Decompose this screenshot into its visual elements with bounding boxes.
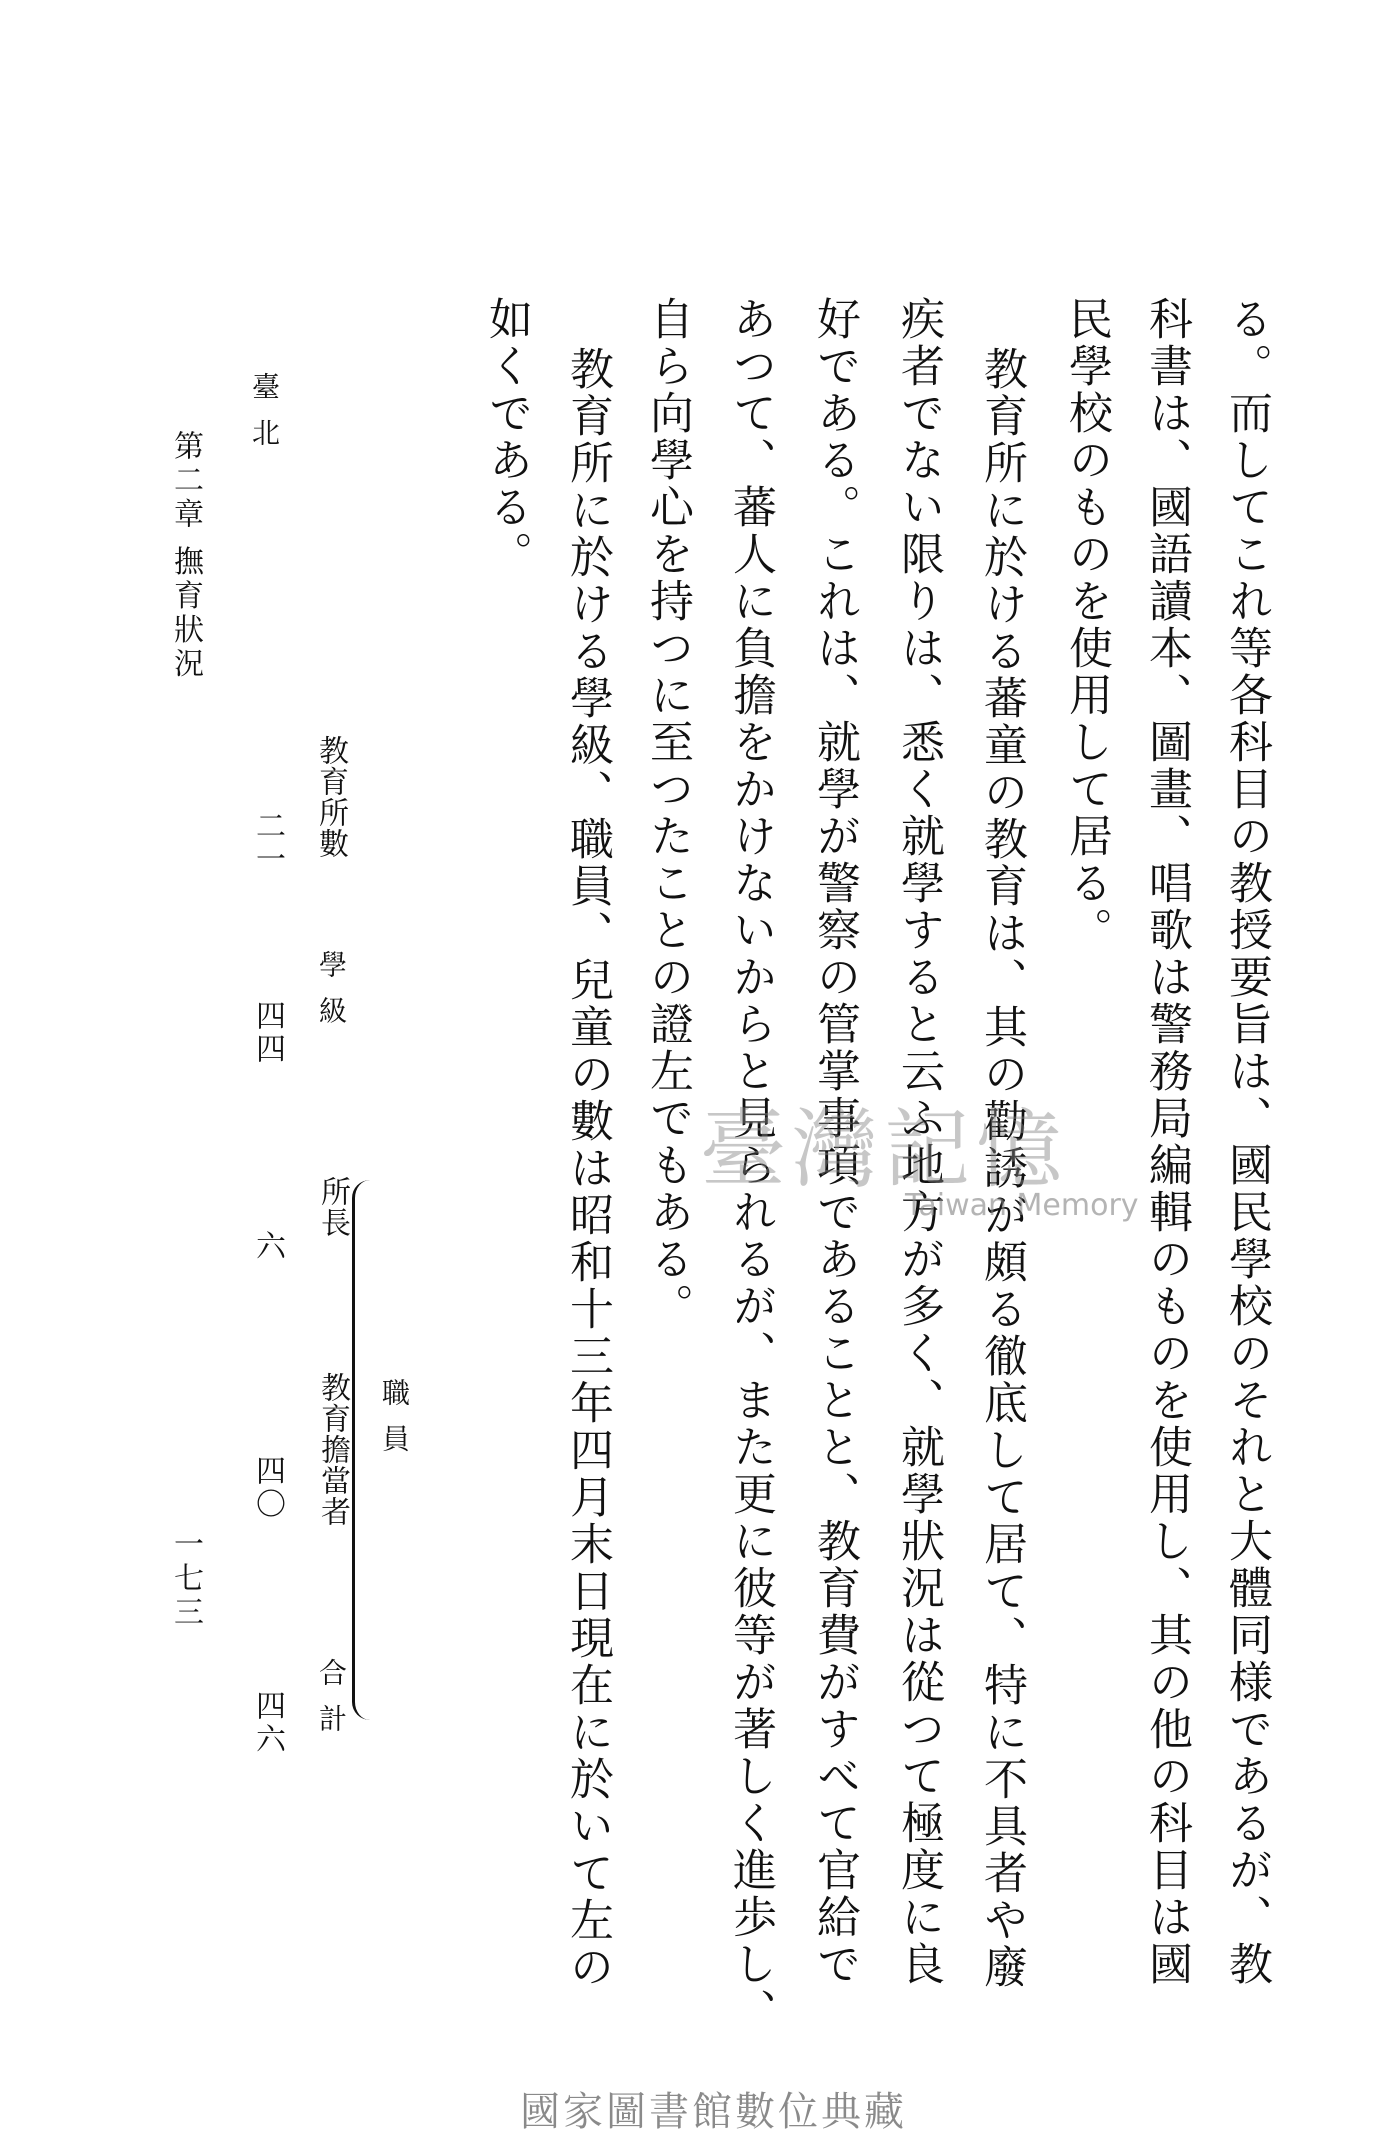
page-number: 一七三 (168, 1528, 203, 1630)
body-line-4: 教育所に於ける蕃童の教育は、其の勸誘が頗る徹底して居て、特に不具者や廢 (976, 346, 1027, 1991)
row-classes: 四四 (250, 1000, 285, 1066)
body-line-10: 如くである。 (481, 296, 532, 578)
body-line-5: 疾者でない限りは、悉く就學すると云ふ地方が多く、就學狀況は從つて極度に良 (893, 296, 944, 1988)
watermark-english: Taiwan Memory (905, 1188, 1139, 1223)
header-head: 所長 (315, 1176, 350, 1238)
header-schools: 教育所數 (313, 735, 348, 859)
body-line-1: る。而してこれ等各科目の教授要旨は、國民學校のそれと大體同様であるが、教 (1221, 296, 1272, 1988)
header-teachers: 教育擔當者 (315, 1372, 350, 1527)
body-line-9: 教育所に於ける學級、職員、兒童の數は昭和十三年四月末日現在に於いて左の (562, 346, 613, 1991)
header-classes: 學級 (315, 950, 348, 1042)
watermark-logo: 臺灣記憶 (700, 1100, 1068, 1200)
body-line-7: あつて、蕃人に負擔をかけないからと見られるが、また更に彼等が著しく進歩し、 (725, 296, 776, 2035)
header-staff-group: 職員 (378, 1378, 411, 1470)
row-head: 六 (250, 1230, 285, 1263)
chapter-title: 第二章 撫育狀況 (168, 430, 203, 682)
row-region: 臺北 (248, 372, 281, 464)
row-schools: 二一 (250, 810, 285, 876)
row-total: 四六 (250, 1690, 285, 1756)
body-line-2: 科書は、國語讀本、圖畫、唱歌は警務局編輯のものを使用し、其の他の科目は國 (1141, 296, 1192, 1988)
row-teachers: 四〇 (250, 1455, 285, 1521)
footer-archive-label: 國家圖書館數位典藏 (520, 2089, 907, 2135)
body-line-3: 民學校のものを使用して居る。 (1061, 296, 1112, 954)
body-line-8: 自ら向學心を持つに至つたことの證左でもある。 (642, 296, 693, 1330)
staff-group-brace (352, 1180, 373, 1720)
body-line-6: 好である。これは、就學が警察の管掌事項であることと、教育費がすべて官給で (809, 296, 860, 1988)
header-total: 合計 (315, 1658, 348, 1750)
